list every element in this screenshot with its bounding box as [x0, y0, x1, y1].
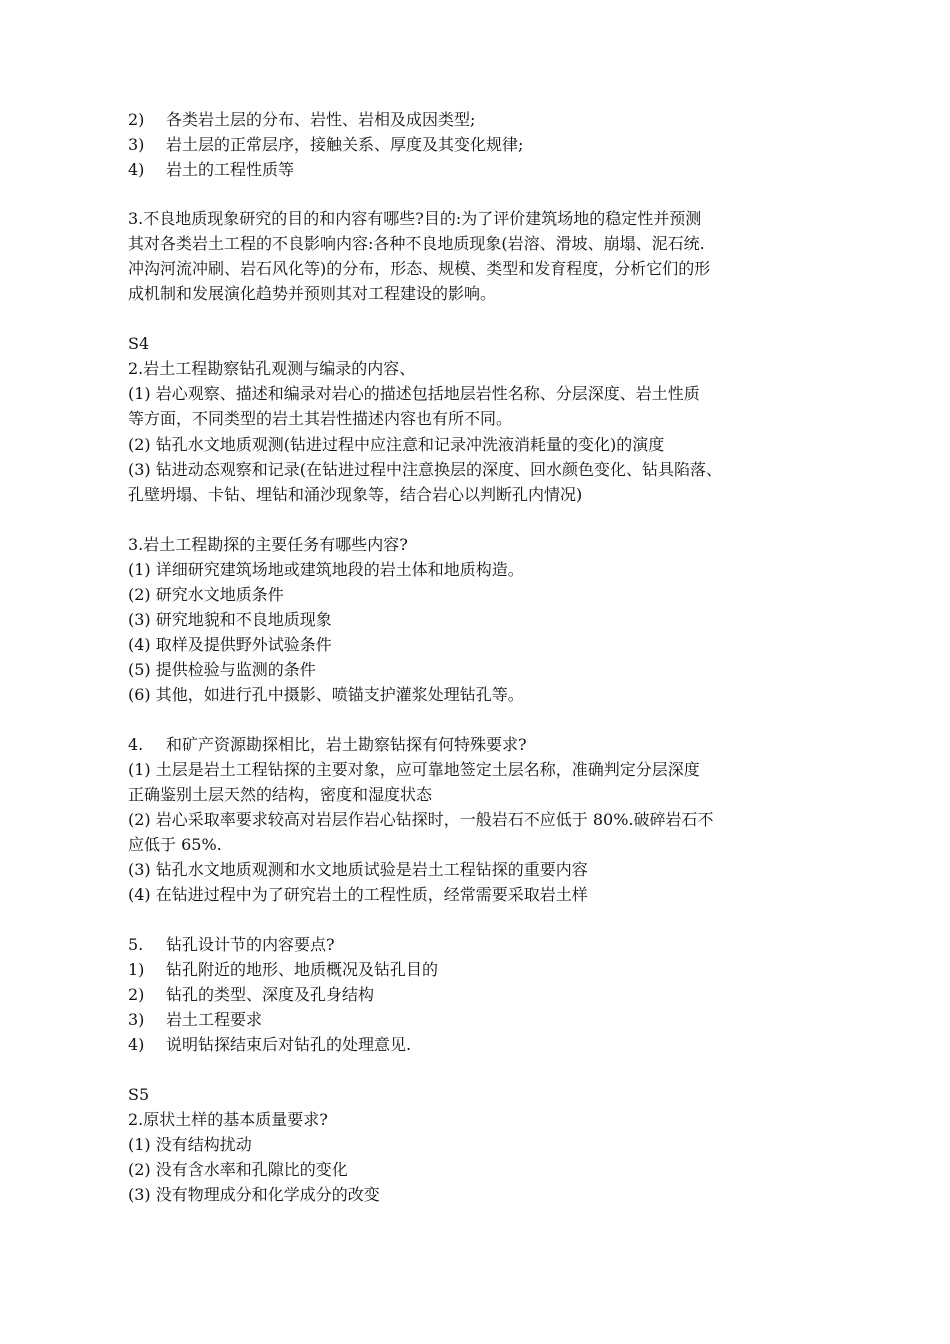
- text-line: 成机制和发展演化趋势并预则其对工程建设的影响。: [128, 284, 497, 303]
- text-line: (3) 没有物理成分和化学成分的改变: [128, 1185, 380, 1204]
- text-line: (3) 钻孔水文地质观测和水文地质试验是岩土工程钻探的重要内容: [128, 860, 588, 879]
- text-line: 5. 钻孔设计节的内容要点?: [128, 935, 335, 954]
- text-line: 3.岩土工程勘探的主要任务有哪些内容?: [128, 535, 408, 554]
- text-line: (5) 提供检验与监测的条件: [128, 660, 316, 679]
- text-line: 等方面，不同类型的岩土其岩性描述内容也有所不同。: [128, 409, 513, 428]
- text-line: (4) 取样及提供野外试验条件: [128, 635, 332, 654]
- text-line: (1) 详细研究建筑场地或建筑地段的岩土体和地质构造。: [128, 560, 524, 579]
- text-line: (3) 钻进动态观察和记录(在钻进过程中注意换层的深度、回水颜色变化、钻具陷落、: [128, 460, 722, 479]
- text-line: 3.不良地质现象研究的目的和内容有哪些?目的:为了评价建筑场地的稳定性并预测: [128, 209, 702, 228]
- text-line: 2.原状土样的基本质量要求?: [128, 1110, 328, 1129]
- text-line: (1) 土层是岩土工程钻探的主要对象，应可靠地签定土层名称，准确判定分层深度: [128, 760, 700, 779]
- text-line: 4) 岩土的工程性质等: [128, 160, 295, 179]
- section-heading: S4: [128, 334, 150, 353]
- text-line: 3) 岩土工程要求: [128, 1010, 263, 1029]
- text-line: 3) 岩土层的正常层序，接触关系、厚度及其变化规律;: [128, 135, 524, 154]
- text-line: 4) 说明钻探结束后对钻孔的处理意见.: [128, 1035, 412, 1054]
- text-line: 冲沟河流冲刷、岩石风化等)的分布，形态、规模、类型和发育程度，分析它们的形: [128, 259, 711, 278]
- text-line: (4) 在钻进过程中为了研究岩土的工程性质，经常需要采取岩土样: [128, 885, 588, 904]
- text-line: (2) 研究水文地质条件: [128, 585, 284, 604]
- text-line: (6) 其他，如进行孔中摄影、喷锚支护灌浆处理钻孔等。: [128, 685, 524, 704]
- text-line: (1) 没有结构扰动: [128, 1135, 252, 1154]
- text-line: 2.岩土工程勘察钻孔观测与编录的内容、: [128, 359, 416, 378]
- text-line: 2) 钻孔的类型、深度及孔身结构: [128, 985, 375, 1004]
- text-line: (3) 研究地貌和不良地质现象: [128, 610, 332, 629]
- section-heading: S5: [128, 1085, 150, 1104]
- text-line: (2) 没有含水率和孔隙比的变化: [128, 1160, 348, 1179]
- text-line: 其对各类岩土工程的不良影响内容:各种不良地质现象(岩溶、滑坡、崩塌、泥石统.: [128, 234, 705, 253]
- text-line: (1) 岩心观察、描述和编录对岩心的描述包括地层岩性名称、分层深度、岩土性质: [128, 384, 700, 403]
- text-line: 2) 各类岩土层的分布、岩性、岩相及成因类型;: [128, 110, 476, 129]
- text-line: (2) 钻孔水文地质观测(钻进过程中应注意和记录冲洗液消耗量的变化)的演度: [128, 435, 665, 454]
- text-line: 应低于 65%.: [128, 835, 222, 854]
- text-line: 正确鉴别土层天然的结构，密度和湿度状态: [128, 785, 433, 804]
- text-line: 1) 钻孔附近的地形、地质概况及钻孔目的: [128, 960, 439, 979]
- text-line: 4. 和矿产资源勘探相比，岩土勘察钻探有何特殊要求?: [128, 735, 527, 754]
- text-line: 孔壁坍塌、卡钻、埋钻和涌沙现象等，结合岩心以判断孔内情况): [128, 485, 583, 504]
- text-line: (2) 岩心采取率要求较高对岩层作岩心钻探时，一般岩石不应低于 80%.破碎岩石不: [128, 810, 714, 829]
